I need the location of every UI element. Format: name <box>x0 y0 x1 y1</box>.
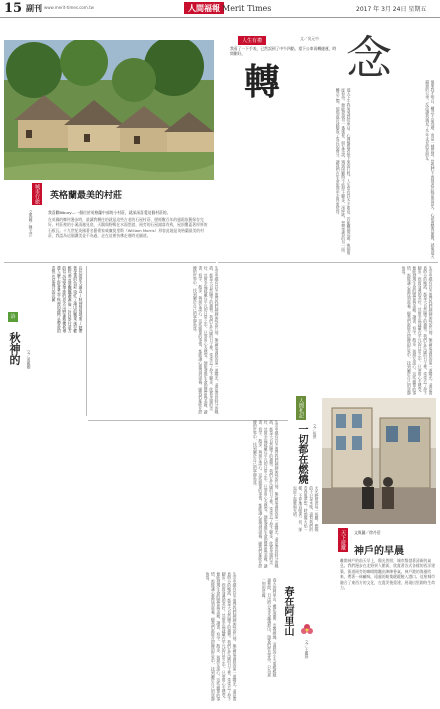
burn-title: 一切都在燃燒 <box>296 424 307 484</box>
column-text: 生活中總有許多值得我們細細品味的片刻，無論是清晨的第一道陽光，還是黃昏時分的晚霞，都是大自然賜予的禮物。我們在忙碌的日子裡，常常忘了停下腳步，欣賞身邊的美好。其實幸福就藏在平凡的日常之中，只要用心去感受，便能發現生命的豐富與美麗。讀書、寫字、散步、與朋友談心，這些簡單的事情，都能讓心靈得到滋養。願我們都能在紛擾的世界中，找到屬於自己的寧靜角落。 <box>253 420 280 569</box>
village-lead: 我喜歡Bibury—一個位於英格蘭中部的小村莊，就深深喜愛這個村莊的。 <box>48 210 171 215</box>
zhuan-tag: 人生有禮 <box>238 36 266 45</box>
brand-english: Merit Times <box>222 4 272 13</box>
kobe-body: 離開神戶的前天早上，陽光普照，城市散發著清新的氣息。我們漫步在北野異人館街，欣賞著各式各樣的西洋建築，街道兩旁的咖啡館飄出陣陣香氣。神戶港的海風吹來，帶著一絲鹹味，遠處的船隻緩緩駛入港口。這座城市融合了東西方的文化，在震災後重建，展現出堅韌的生命力。 <box>340 558 435 591</box>
zhuan-body: 那天下午我匆匆趕往車站，心裡盤算著接下來的行程。人生常有許多不如意，若能轉個念頭，換個角度看待，便能發現另一番風景。朋友常說，遇到困難時不妨停下腳步，深呼吸，想想事情的另一面。轉念之間，煩惱或許就變成了成長的養分，讓我們在生命旅途中走得更從容。 <box>336 88 352 256</box>
kobe-tag: 天下遊蹤 <box>340 530 346 550</box>
zhuan-title-char1: 轉 <box>244 61 281 103</box>
kobe-photo <box>322 398 436 524</box>
village-body: 在英國的鄉村漫步時，最讓我嚮往的就是這些古老的石屋村莊，歷經數百年的風霜依舊保存完好。村莊裡的小溪清澈見底，天鵝與野鴨在水面悠游，兩旁的石屋錯落有致，屋頂覆蓋著厚厚的石板瓦。十九世紀英國著名藝術家威廉莫里斯（William Morris）形容此地是英格蘭最美的村莊，我認為這個讚美並不為過，走在這裡彷彿走進時光隧道。 <box>48 217 208 239</box>
village-title: 英格蘭最美的村莊 <box>50 191 123 201</box>
column-text: 生活中總有許多值得我們細細品味的片刻，無論是清晨的第一道陽光，還是黃昏時分的晚霞，都是大自然賜予的禮物。我們在忙碌的日子裡，常常忘了停下腳步，欣賞身邊的美好。其實幸福就藏在平凡的日常之中，只要用心去感受，便能發現生命的豐富與美麗。讀書、寫字、散步、與朋友談心，這些簡單的事情，都能讓心靈得到滋養。願我們都能在紛擾的世界中，找到屬於自己的寧靜角落。 <box>401 266 434 396</box>
issue-date: 2017 年 3月 24日 星期五 <box>356 6 427 13</box>
masthead <box>0 0 440 18</box>
divider <box>86 266 87 416</box>
village-tag: 城市行旅 <box>34 184 40 204</box>
village-photo <box>4 40 214 180</box>
spring-title: 春在阿里山 <box>282 586 293 636</box>
village-photo-image <box>4 40 214 180</box>
poem-tag: 詩 <box>8 312 18 322</box>
village-byline: 文與圖／陳玉芸 <box>29 210 34 237</box>
spring-byline: 文／王麗珍 <box>305 640 310 659</box>
section-name: 副刊 <box>26 4 42 13</box>
divider <box>218 262 438 263</box>
kobe-title: 神戶的早晨 <box>354 546 404 557</box>
spring-body: 春天的阿里山，櫻花盛開，雲霧繚繞。清晨的小火車緩緩駛過林間，日出時分金光灑滿群山，遊客們屏息等待，只為那一刻的壯麗。 <box>262 578 278 677</box>
zhuan-title-char2: 念 <box>346 31 392 85</box>
zhuan-byline: 文／吳元中 <box>300 36 319 41</box>
divider <box>4 262 216 263</box>
column-text: 生活中總有許多值得我們細細品味的片刻，無論是清晨的第一道陽光，還是黃昏時分的晚霞，都是大自然賜予的禮物。我們在忙碌的日子裡，常常忘了停下腳步，欣賞身邊的美好。其實幸福就藏在平凡的日常之中，只要用心去感受，便能發現生命的豐富與美麗。讀書、寫字、散步、與朋友談心，這些簡單的事情，都能讓心靈得到滋養。願我們都能在紛擾的世界中，找到屬於自己的寧靜角落。 <box>205 572 238 702</box>
zhuan-lead: 我看了一下手表，已然誤到了中午四點，望下公車再轉捷運，時間剛好。 <box>230 46 337 57</box>
poem-body: 長長的夏天過去了 秋神悄悄地來了 她帶著金黃的色彩 染紅了滿山的楓葉 風兒輕輕吹過 落葉飄飄灑灑 像一封封寄往遠方的信 訴說著季節的思念 田野裡稻穗低垂 農人臉上掛著笑容 秋神的禮物 是豐收的喜悅 也是歲月的沉澱 <box>51 266 84 334</box>
poem-byline: 文／黃麗卿 <box>27 350 32 369</box>
kobe-photo-image <box>322 398 436 524</box>
page-number: 15 <box>4 1 23 16</box>
zhuan-body-2: 後來我才明白，轉念不是逃避，而是一種智慧。當我們不再執著於眼前的得失，心就會變得開闊。就像那天錯過的公車，反而讓我遇見了多年未見的老朋友。 <box>425 80 436 259</box>
burn-byline: 文／張世 <box>313 424 318 440</box>
burn-tag: 人間札記 <box>298 398 304 418</box>
brand-logo: 人間福報 <box>184 2 224 14</box>
flower-icon <box>300 622 314 636</box>
kobe-byline: 文與圖／徐丹蓓 <box>354 530 381 535</box>
poem-title: 秋神的 <box>8 332 21 365</box>
burn-body: 火光映照著每一張臉，燃燒的不只是木柴，還有我們的青春與夢想。時間像火焰一樣，不停地吞噬著一切，卻也留下溫暖與光明。 <box>293 486 320 532</box>
site-url[interactable]: www.merit-times.com.tw <box>44 5 94 10</box>
column-text: 生活中總有許多值得我們細細品味的片刻，無論是清晨的第一道陽光，還是黃昏時分的晚霞，都是大自然賜予的禮物。我們在忙碌的日子裡，常常忘了停下腳步，欣賞身邊的美好。其實幸福就藏在平凡的日常之中，只要用心去感受，便能發現生命的豐富與美麗。讀書、寫字、散步、與朋友談心，這些簡單的事情，都能讓心靈得到滋養。願我們都能在紛擾的世界中，找到屬於自己的寧靜角落。 <box>193 266 220 415</box>
